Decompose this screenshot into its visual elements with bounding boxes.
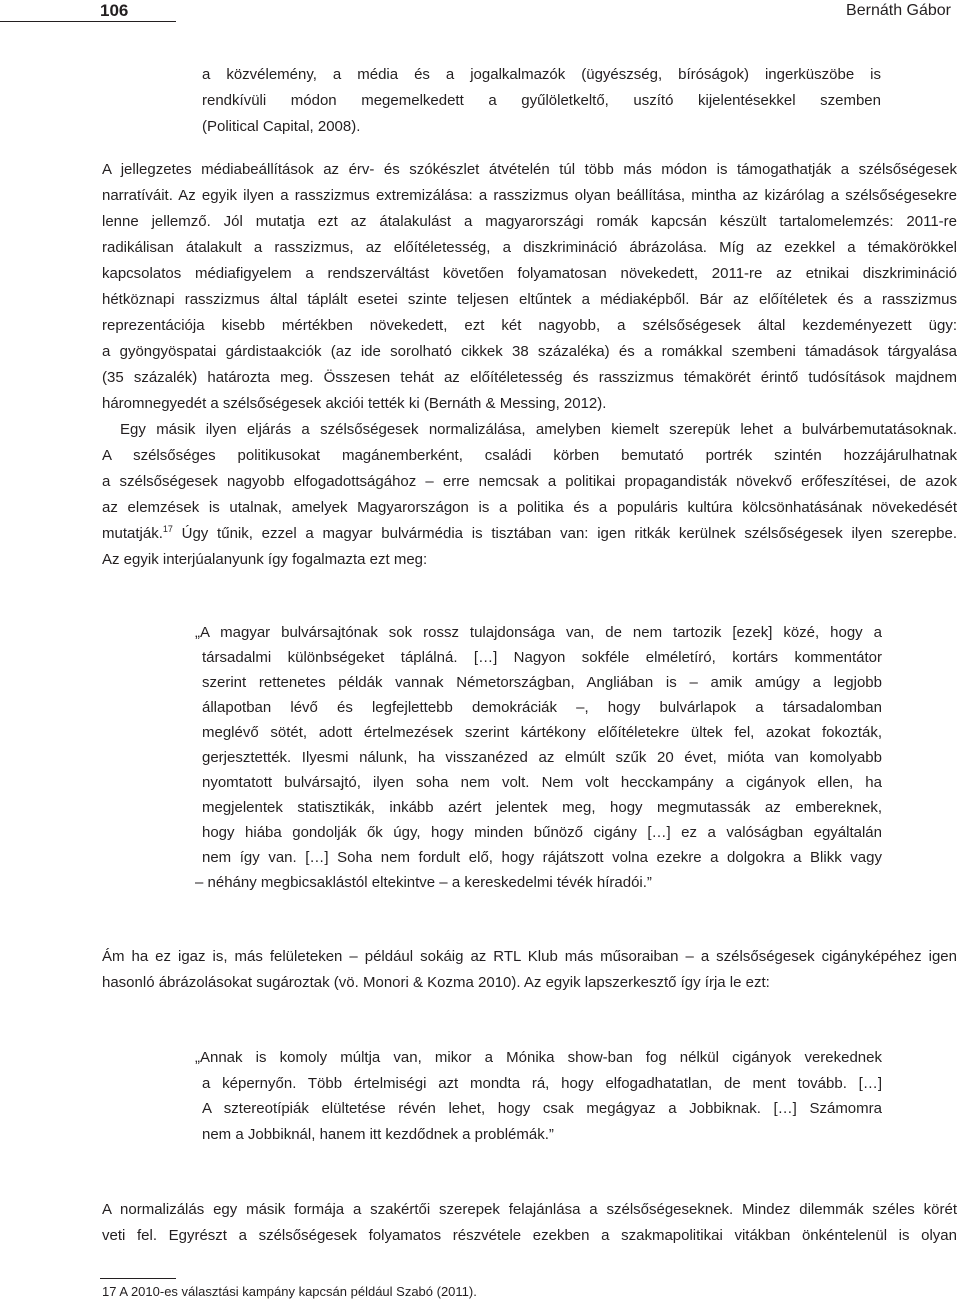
text-line: gerjesztették. Ilyesmi nálunk, ha visszanézed az elmúlt szűk 20 évet, mióta van komolyabb — [202, 749, 882, 766]
footnote-text: A 2010-es választási kampány kapcsán például Szabó (2011). — [119, 1284, 477, 1299]
text-line: hétköznapi rasszizmus által táplált esetei szinte teljesen eltűntek a médiaképből. Bár az előítéletek és a rasszizmus — [102, 291, 957, 308]
text-line: narratíváit. Az egyik ilyen a rasszizmus extremizálása: a rasszizmus olyan beállítása, mintha az kizárólag a szélsőségesekre — [102, 187, 957, 204]
paragraph-tabloid — [102, 944, 957, 996]
text-line: – néhány megbicsaklástól eltekintve – a kereskedelmi tévék híradói.” — [195, 874, 652, 891]
text-segment: Úgy tűnik, ezzel a magyar bulvármédia is tisztában van: igen ritkák kerülnek szélsőségesek ilyen szerepbe. — [172, 525, 957, 542]
text-line: rendkívüli módon megemelkedett a gyűlöletkeltő, uszító kijelentésekkel szemben — [202, 92, 881, 109]
paragraph-media-framing — [102, 157, 957, 417]
text-line: háromnegyedét a szélsőségesek akciói tették ki (Bernáth & Messing, 2012). — [102, 395, 607, 412]
running-head-author: Bernáth Gábor — [846, 2, 951, 19]
header-rule — [0, 21, 176, 22]
text-line: A normalizálás egy másik formája a szakértői szerepek felajánlása a szélsőségeseknek. Mindez dilemmák széles körét — [102, 1201, 957, 1218]
text-line: nem a Jobbiknál, hanem itt kezdődnek a problémák.” — [202, 1125, 554, 1143]
paragraph-normalization — [102, 417, 957, 573]
text-line: veti fel. Egyrészt a szélsőségesek folyamatos részvétele ezekben a szakmapolitikai vitákban önkéntelenül is olyan — [102, 1227, 957, 1244]
text-line: meglévő sötét, adott értelmezések szerint kártékony előítéletekre ültek fel, azokat fokozták, — [202, 724, 882, 741]
text-line: hogy hiába gondolják ők úgy, hogy minden bűnöző cigány […] ez a valóságban egyáltalán — [202, 824, 882, 841]
blockquote-interview — [195, 620, 882, 895]
text-line: „A magyar bulvársajtónak sok rossz tulajdonsága van, de nem tartozik [ezek] közé, hogy a — [195, 624, 882, 641]
text-line: szerint rettenetes példák vannak Németországban, Angliában is – amik amúgy a legjobb — [202, 674, 882, 691]
text-line: a szélsőségesek nagyobb elfogadottságához – erre nemcsak a politikai propagandisták növekvő erőfeszítései, de azok — [102, 473, 957, 490]
text-line: Egy másik ilyen eljárás a szélsőségesek normalizálása, amelyben kiemelt szerepük lehet a bulvárbemutatásoknak. — [120, 421, 957, 438]
paragraph-continuation — [202, 62, 881, 140]
footnote-reference: 17 — [162, 524, 173, 534]
text-line: A jellegzetes médiabeállítások az érv- és szókészlet átvételén túl több más módon is támogathatják a szélsőségesek — [102, 161, 957, 178]
footnote-rule — [100, 1278, 176, 1279]
text-segment: mutatják. — [102, 525, 163, 542]
text-line: A sztereotípiák elültetése révén lehet, hogy csak megágyaz a Jobbiknak. […] Számomra — [202, 1100, 882, 1118]
text-line: reprezentációja kisebb mértékben növekedett, ezt két nagyobb, a szélsőségesek által kezdeményezett ügy: — [102, 317, 957, 334]
text-line: Ám ha ez igaz is, más felületeken – például sokáig az RTL Klub más műsoraiban – a szélsőségesek cigányképéhez igen — [102, 948, 957, 965]
text-line: Az egyik interjúalanyunk így fogalmazta ezt meg: — [102, 551, 428, 568]
text-line: lenne jellemző. Jól mutatja ezt az átalakulást a magyarországi romák kapcsán készült tartalomelemzés: 2011-re — [102, 213, 957, 230]
text-line: állapotban lévő és legfejlettebb demokráciák –, hogy bulvárlapok a társadalomban — [202, 699, 882, 716]
page-number: 106 — [100, 1, 129, 20]
text-line-with-footnote-ref — [102, 521, 957, 547]
text-line: nem így van. […] Soha nem fordult elő, hogy rájátszott volna ezekre a dolgokra a Blikk vagy — [202, 849, 882, 866]
text-line: az elemzések is utalnak, amelyek Magyarországon is a politika és a populáris kultúra kölcsönhatásának növekedését — [102, 499, 957, 516]
paragraph-expert-roles — [102, 1197, 957, 1249]
text-line: a közvélemény, a média és a jogalkalmazók (ügyészség, bíróságok) ingerküszöbe is — [202, 66, 881, 83]
text-line: hasonló ábrázolásokat sugároztak (vö. Monori & Kozma 2010). Az egyik lapszerkesztő így írja le ezt: — [102, 974, 770, 991]
text-line: társadalmi különbségeket táplálná. […] Nagyon sokféle elméletíró, kortárs kommentátor — [202, 649, 882, 666]
text-line: megjelentek statisztikák, inkább azért jelentek meg, hogy megmutassák az embereknek, — [202, 799, 882, 816]
blockquote-editor — [195, 1045, 882, 1147]
text-line: a képernyőn. Több értelmiségi azt mondta rá, hogy elfogadhatatlan, de ment tovább. […] — [202, 1074, 882, 1092]
text-line: kapcsolatos médiafigyelem a rendszerváltást követően folyamatosan növekedett, 2011-re az etnikai diszkrimináció — [102, 265, 957, 282]
text-line: radikálisan átalakult a rasszizmus, az előítéletesség, a diszkrimináció ábrázolása. Míg az ezekkel a témakörökkel — [102, 239, 957, 256]
text-line: „Annak is komoly múltja van, mikor a Mónika show-ban fog nélkül cigányok verekednek — [195, 1049, 882, 1066]
footnote-number: 17 — [102, 1284, 117, 1299]
text-line: (35 százalék) határozta meg. Összesen tehát az előítéletesség és rasszizmus témakörét érintő tudósítások majdnem — [102, 369, 957, 386]
text-line: nyomtatott bulvársajtó, ilyen soha nem volt. Nem volt hecckampány a cigányok ellen, ha — [202, 774, 882, 791]
text-line: a gyöngyöspatai gárdistaakciók (az ide sorolható cikkek 38 százaléka) és a romákkal szembeni támadások tárgyalása — [102, 343, 957, 360]
footnote — [102, 1284, 477, 1300]
text-line: (Political Capital, 2008). — [202, 118, 361, 135]
text-line: A szélsőséges politikusokat magánemberként, családi körben bemutató portrék szintén hozzájárulhatnak — [102, 447, 957, 464]
